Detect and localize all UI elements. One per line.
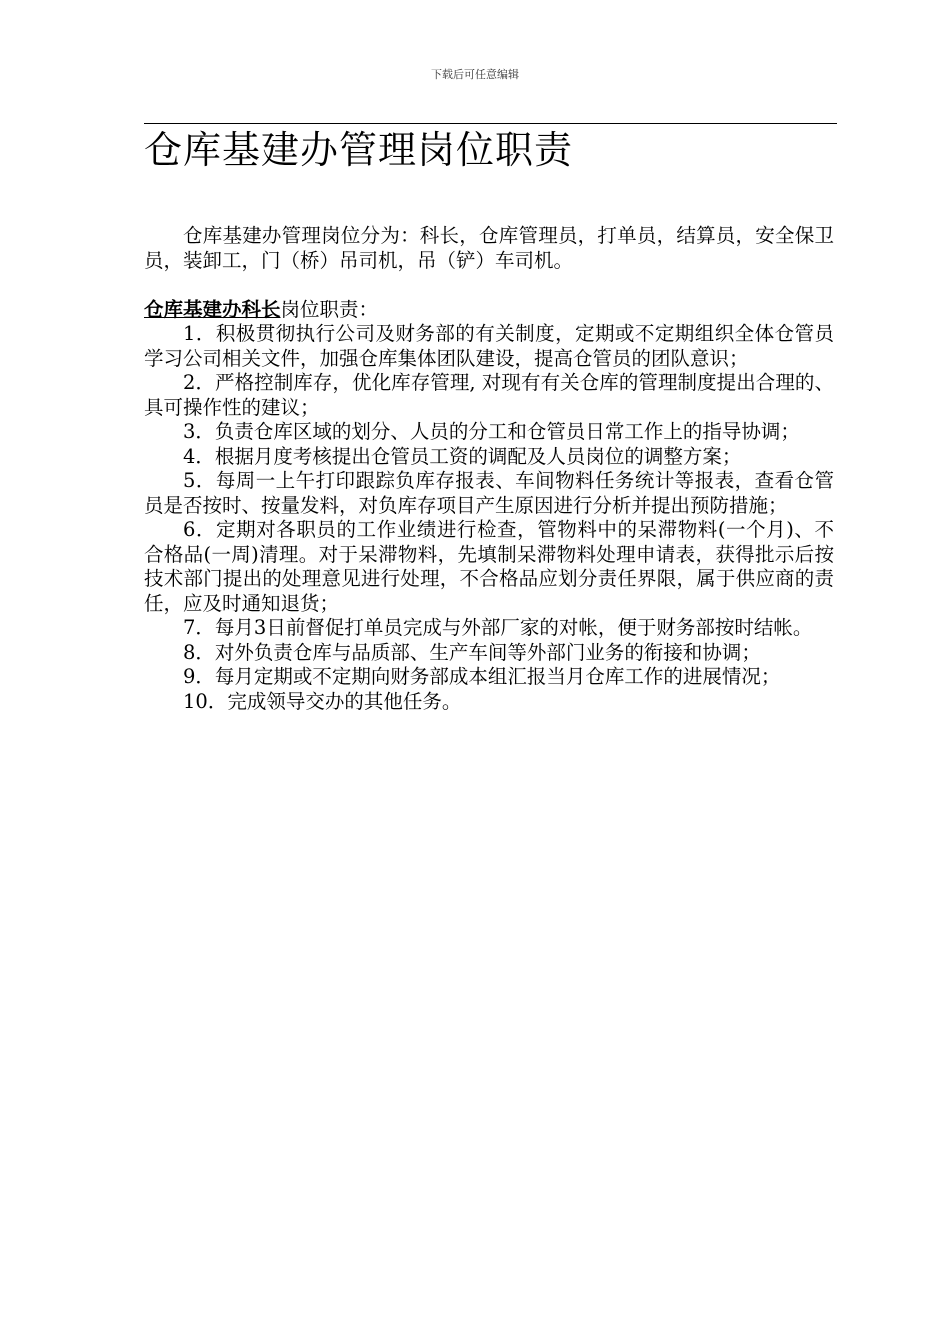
duty-item-9: 9．每月定期或不定期向财务部成本组汇报当月仓库工作的进展情况； xyxy=(183,665,781,688)
section-heading xyxy=(144,298,834,323)
section-heading-rest: 岗位职责： xyxy=(280,297,379,321)
duty-item-1: 1．积极贯彻执行公司及财务部的有关制度，定期或不定期组织全体仓管员学习公司相关文件，加强仓库集体团队建设，提高仓管员的团队意识； xyxy=(144,322,834,370)
header-note: 下载后可任意编辑 xyxy=(431,68,519,81)
duty-item-8: 8．对外负责仓库与品质部、生产车间等外部门业务的衔接和协调； xyxy=(183,640,761,664)
paragraph-gap xyxy=(144,273,834,298)
duty-item-7: 7．每月3日前督促打单员完成与外部厂家的对帐，便于财务部按时结帐。 xyxy=(183,616,813,639)
document-body xyxy=(144,224,834,714)
duty-item-2: 2．严格控制库存，优化库存管理, 对现有有关仓库的管理制度提出合理的、具可操作性的建议； xyxy=(144,371,834,419)
duty-item-5: 5．每周一上午打印跟踪负库存报表、车间物料任务统计等报表，查看仓管员是否按时、按量发料，对负库存项目产生原因进行分析并提出预防措施； xyxy=(144,469,834,517)
intro-paragraph: 仓库基建办管理岗位分为：科长，仓库管理员，打单员，结算员，安全保卫员，装卸工，门（桥）吊司机，吊（铲）车司机。 xyxy=(144,224,834,272)
document-title: 仓库基建办管理岗位职责 xyxy=(144,128,574,172)
section-heading-lead: 仓库基建办科长 xyxy=(144,297,281,321)
duty-item-3: 3．负责仓库区域的划分、人员的分工和仓管员日常工作上的指导协调； xyxy=(183,420,800,443)
duty-item-6: 6．定期对各职员的工作业绩进行检查，管物料中的呆滞物料(一个月)、不合格品(一周)清理。对于呆滞物料，先填制呆滞物料处理申请表，获得批示后按技术部门提出的处理意见进行处理，不合格品应划分责任界限，属于供应商的责任，应及时通知退货； xyxy=(144,518,834,615)
header-rule xyxy=(144,123,837,124)
duty-item-4: 4．根据月度考核提出仓管员工资的调配及人员岗位的调整方案； xyxy=(183,444,742,468)
duty-item-10: 10．完成领导交办的其他任务。 xyxy=(183,689,462,713)
